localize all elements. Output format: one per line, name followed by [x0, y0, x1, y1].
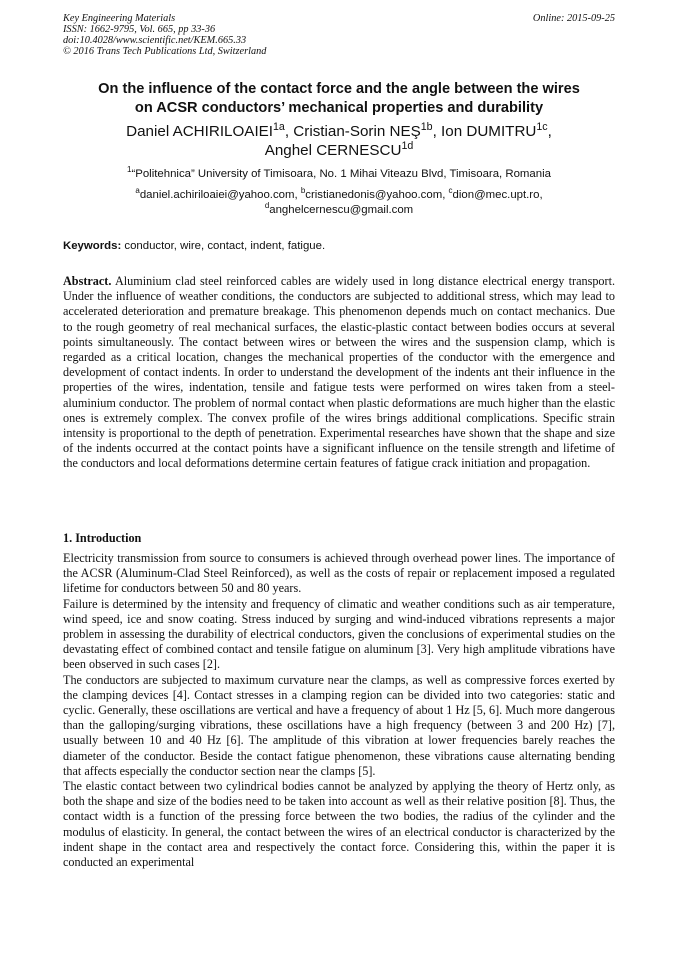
keywords-text: conductor, wire, contact, indent, fatigue.: [121, 240, 326, 252]
author-affil-mark: 1b: [420, 120, 433, 133]
author-affil-mark: 1a: [273, 120, 285, 133]
abstract-text: Aluminium clad steel reinforced cables are widely used in long distance electrical energy transport. Under the influence of weather conditions, the conductors are subjected to additional stress, which may lead to accelerated deterioration and premature breakage. This phenomenon depends much on contact mechanics. Due to the rough geometry of real mechanical surfaces, the elastic-plastic contact between bodies occurs at several points simultaneously. The contact between wires or between the wires and the suspension clamp, which is regarded as a critical location, changes the mechanical properties of the conductor with the emergence and development of contact indents. In order to understand the development of the indents ant their influence in the properties of the wires, indentation, tensile and fatigue tests were performed on wires taken from a steel-aluminium conductor. The problem of normal contact when plastic deformations are much higher than the elastic ones is extremely complex. The convex profile of the wires brings additional complications. Specific strain intensity is proportional to the depth of penetration. Experimental researches have shown that the shape and size of the indents occurred at the contact points have a significant influence on the tensile strength and lifetime of the conductors and local deformations determine certain features of fatigue crack initiation and propagation.: [63, 274, 615, 471]
email-mark: b: [300, 186, 306, 196]
issn-info: ISSN: 1662-9795, Vol. 665, pp 33-36: [63, 24, 216, 35]
keywords-label: Keywords:: [63, 240, 122, 252]
running-header: [63, 13, 615, 57]
email-mark: d: [264, 201, 270, 211]
author-name: Daniel ACHIRILOAIEI: [126, 123, 274, 140]
email-address: cristianedonis@yahoo.com: [305, 189, 443, 201]
abstract-label: Abstract.: [63, 274, 112, 288]
affiliation-text: “Politehnica” University of Timisoara, No. 1 Mihai Viteazu Blvd, Timisoara, Romania: [131, 168, 551, 180]
author-name: Cristian-Sorin NEŞ: [293, 123, 421, 140]
affiliation: [63, 167, 615, 181]
section-body: [63, 551, 615, 870]
email-address: anghelcernescu@gmail.com: [269, 204, 414, 216]
paragraph: The elastic contact between two cylindrical bodies cannot be analyzed by applying the theory of Hertz only, as both the shape and size of the bodies need to be taken into account as well as their relative position [8]. Thus, the contact width is a function of the pressing force between the two bodies, the radius of the cylinder and the modulus of elasticity. In general, the contact between the wires of an electrical conductor is characterized by the indent shape in the contact area and respectively the contact force. Considering this, within the paper it is conducted an experimental: [63, 779, 615, 870]
author-affil-mark: 1c: [536, 120, 548, 133]
paragraph: Electricity transmission from source to consumers is achieved through overhead power lines. The importance of the ACSR (Aluminum-Clad Steel Reinforced), as well as the costs of repair or replacement imposed a regulated lifetime for conductors between 50 and 80 years.: [63, 551, 615, 596]
doi-info: doi:10.4028/www.scientific.net/KEM.665.33: [63, 35, 247, 46]
paragraph: The conductors are subjected to maximum curvature near the clamps, as well as compressive forces exerted by the clamping devices [4]. Contact stresses in a clamping region can be divided into two categories: static and cyclic. Generally, these oscillations are vertical and have a frequency of about 1 Hz [5, 6]. Much more dangerous than the galloping/surging vibrations, these oscillations have a high frequency (between 3 and 200 Hz) [7], usually between 10 and 40 Hz [6]. The amplitude of this vibration at lower frequencies barely reaches the diameter of the conductor. Beside the contact fatigue phenomenon, these vibrations cause alternating bending that affects especially the conductor section near the clamps [5].: [63, 672, 615, 778]
author-separator: ,: [432, 123, 442, 140]
title-line-1: On the influence of the contact force and the angle between the wires: [98, 81, 580, 97]
author-list: [63, 122, 615, 160]
email-separator: ,: [539, 189, 543, 201]
email-separator: ,: [294, 189, 301, 201]
section-heading: 1. Introduction: [63, 531, 142, 545]
journal-name: Key Engineering Materials: [63, 13, 176, 24]
email-address: dion@mec.upt.ro: [452, 189, 540, 201]
author-name: Anghel CERNESCU: [264, 142, 402, 159]
affiliation-mark: 1: [127, 165, 132, 175]
abstract: [63, 274, 615, 472]
paragraph: Failure is determined by the intensity and frequency of climatic and weather conditions such as air temperature, wind speed, ice and snow coating. Stress induced by surging and wind-induced vibrations represents a major problem in assessing the durability of electrical conductors, given the conclusions of experimental studies on the devastating effect of combined contact and tensile fatigue on aluminum [3]. Very high amplitude vibrations have been observed in such cases [2].: [63, 596, 615, 672]
paper-title: [63, 80, 615, 118]
author-affil-mark: 1d: [401, 139, 414, 152]
copyright-info: © 2016 Trans Tech Publications Ltd, Switzerland: [63, 46, 267, 57]
author-separator: ,: [284, 123, 294, 140]
keywords: [63, 239, 615, 253]
email-list: [63, 188, 615, 218]
author-name: Ion DUMITRU: [441, 123, 537, 140]
email-address: daniel.achiriloaiei@yahoo.com: [139, 189, 295, 201]
title-line-2: on ACSR conductors’ mechanical properties and durability: [134, 100, 544, 116]
author-separator: ,: [547, 123, 552, 140]
email-separator: ,: [442, 189, 449, 201]
email-mark: c: [448, 186, 453, 196]
online-date: Online: 2015-09-25: [532, 13, 615, 24]
email-mark: a: [135, 186, 140, 196]
